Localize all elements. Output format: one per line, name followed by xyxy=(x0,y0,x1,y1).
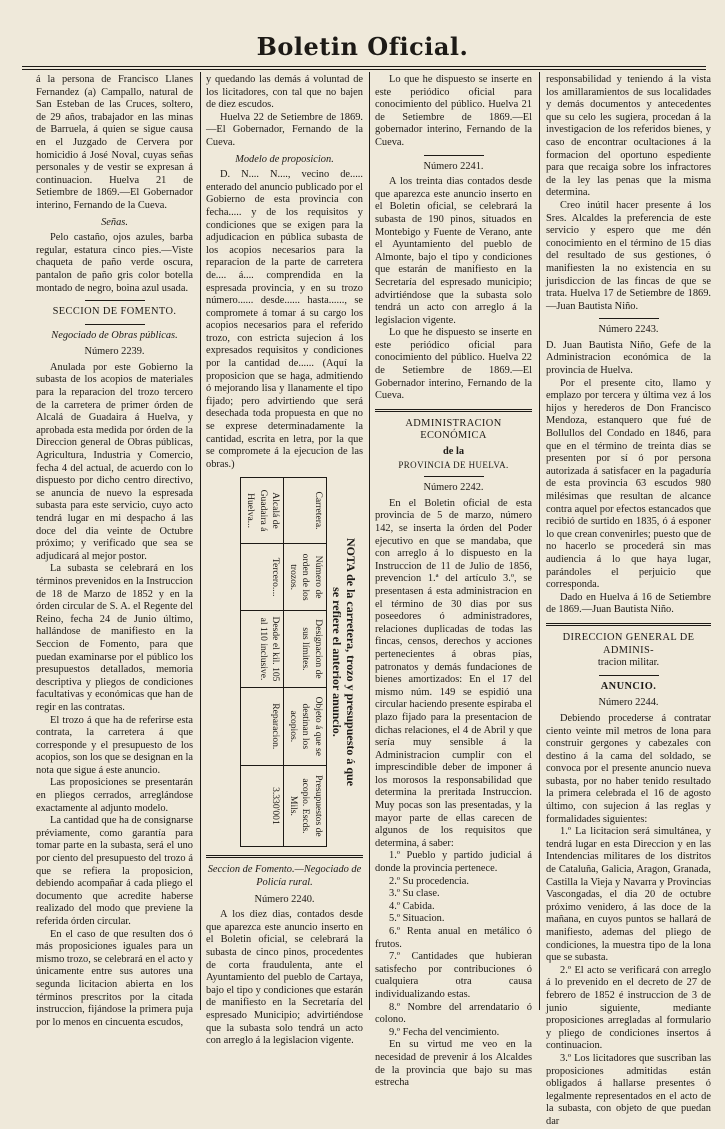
section-heading: Seccion de Fomento.—Negociado de Policía rural. xyxy=(207,864,362,888)
nota-table xyxy=(206,477,363,847)
article-text: La cantidad que ha de consignarse préviamente, como garantía para tomar parte en la subasta, será el uno por ciento del presupuesto del trozo á que se refiera la proposicion, debiendo acompañar á cada pliego el documento que acredite haberse realizado del modo que previene la referida órden circular. xyxy=(36,815,193,927)
divider xyxy=(599,675,659,676)
table xyxy=(240,477,327,847)
article-text: Las proposiciones se presentarán en pliegos cerrados, arreglándose exactamente al adjunto modelo. xyxy=(36,777,193,814)
column-divider xyxy=(200,72,201,1010)
list-item: 4.º Cabida. xyxy=(389,900,435,912)
article-text: Creo inútil hacer presente á los Sres. Alcaldes la preferencia de este servicio y espero que me dén conocimiento en el término de 15 dias del resultado de sus gestiones, ó manifiesten la no existencia en su jurisdiccion de las fincas de que se trata. Huelva 17 de Setiembre de 1869. —Juan Bautista Niño. xyxy=(546,199,711,312)
article-text: La subasta se celebrará en los términos prevenidos en la Instruccion de 18 de Marzo de 1852 y en la órden circular de S. A. el Regente del Reino, fecha 24 de Junio último, hallándose de manifiesto en la Seccion de Fomento, para que puedan examinarse por el público los presupuestos detallados, memoria descriptiva y pliegos de condiciones facultativas y económicas que han de regir en las contratas. xyxy=(36,563,193,713)
table-header: Número de orden de los trozos. xyxy=(284,544,327,611)
subheading: ANUNCIO. xyxy=(600,680,657,692)
notice-number: Número 2244. xyxy=(598,697,659,709)
column-2 xyxy=(206,74,363,1047)
notice-number: Número 2240. xyxy=(254,893,315,905)
table-header: Objeto á que se destinan los acopios. xyxy=(284,688,327,766)
list-item: 9.º Fecha del vencimiento. xyxy=(389,1026,500,1038)
rotated-table xyxy=(211,477,361,847)
section-heading: ADMINISTRACION ECONÓMICA xyxy=(405,417,502,442)
article-text: y quedando las demás á voluntad de los licitadores, con tal que no bajen de diez escudos. xyxy=(206,74,363,111)
article-text: 3.º Los licitadores que suscriban las proposiciones admitidas están obligados á hallarse presentes ó legalmente representados en el acto de la subasta, con objeto de que puedan dar xyxy=(546,1052,711,1127)
table-header: Designacion de sus límites. xyxy=(284,611,327,688)
table-title-line: se refiere el anterior anuncio. xyxy=(330,587,344,738)
table-cell: Desde el kil. 105 al 110 inclusive. xyxy=(241,611,284,688)
notice-number: Número 2241. xyxy=(423,160,484,172)
article-text: A los treinta dias contados desde que aparezca este anuncio inserto en el Boletin oficial, se celebrará la subasta de 190 pinos, situados en Montebigo y Fuente de Verano, ante el Ayuntamiento del pueblo de Almonte, bajo el tipo y condiciones que estarán de manifiesto en la Secretaría del espresado municipio; advirtiéndose que la subasta solo tendrá un acto con arreglo á la legislacion vigente. xyxy=(375,176,532,326)
subheading: Señas. xyxy=(101,216,128,228)
table-cell: 3.330'001 xyxy=(241,766,284,847)
list-item: 7.º Cantidades que hubieran satisfecho por contribuciones ó cualquiera otra causa individualizando estas. xyxy=(375,951,532,1000)
divider xyxy=(424,155,484,156)
section-heading: SECCION DE FOMENTO. xyxy=(52,306,177,318)
notice-number: Número 2243. xyxy=(598,324,659,336)
list-item: 3.º Su clase. xyxy=(389,888,440,900)
list-item: 1.º Pueblo y partido judicial á donde la provincia pertenece. xyxy=(375,850,532,875)
list-item: 8.º Nombre del arrendatario ó colono. xyxy=(375,1001,532,1026)
article-text: á la persona de Francisco Llanes Fernandez (a) Campallo, natural de San Esteban de las Cruces, soltero, de 29 años, trabajador en las minas de Barruela, á quien se sigue causa en el Juzgado de Cervera por homicidio á José Noval, cuyas señas personales y de vestir se expresan á continuacion. Huelva 21 de Setiembre de 1869.—El Gobernador interino, Fernando de la Cueva. xyxy=(36,74,193,211)
list-item: 2.º Su procedencia. xyxy=(389,875,469,887)
column-4 xyxy=(546,74,711,1127)
article-text: 2.º El acto se verificará con arreglo á lo prevenido en el decreto de 27 de febrero de 1852 é instruccion de 3 de junio siguiente, mediante proposiciones arregladas al formulario y pliego de condiciones insertos á continuacion. xyxy=(546,964,711,1052)
subheading: Modelo de proposicion. xyxy=(235,153,334,165)
divider xyxy=(85,300,145,301)
divider xyxy=(546,623,711,626)
article-text: D. N.... N...., vecino de..... enterado del anuncio publicado por el Gobierno de esta provincia con fecha..... y de los requisitos y condiciones que se exigen para la adjudicacion en pública subasta de los acopios necesarios para la reparacion de la parte de carretera de.... á.... comprendida en la espresada provincia, y en su trozo número...... desde...... hasta......, se compromete á tomar á su cargo los acopios necesarios para el referido trozo, con estricta sujecion á los expresados requisitos y condiciones por la cantidad de...... (Aquí la proposicion que se haga, admitiendo ó mejorando lisa y llanamente el tipo fijado; pero advirtiendo que será desechada toda propuesta en que no se exprese determinadamente la cantidad, escrita en letra, por la que se compromete á la ejecucion de las obras.) xyxy=(206,169,363,470)
table-cell: Alcalá de Guadaira á Huelva... xyxy=(241,478,284,544)
table-header: Presupuestos de acopio. Escds. Mils. xyxy=(284,766,327,847)
divider xyxy=(85,324,145,325)
article-text: D. Juan Bautista Niño, Gefe de la Administracion económica de la provincia de Huelva. xyxy=(546,339,711,377)
table-cell: Tercero.... xyxy=(241,544,284,611)
column-divider xyxy=(539,72,540,1010)
notice-number: Número 2239. xyxy=(84,346,145,358)
list-item: 6.º Renta anual en metálico ó frutos. xyxy=(375,926,532,950)
table-row xyxy=(241,478,284,847)
notice-number: Número 2242. xyxy=(423,482,484,494)
table-header: Carretera. xyxy=(284,478,327,544)
article-text: 1.º La licitacion será simultánea, y tendrá lugar en esta Direccion y en las Intendencias militares de los distritos de Cataluña, Galicia, Aragon, Granada, Castilla la Vieja y Navarra y Provincias Vascongadas, el dia 20 de octubre próximo venidero, á las doce de la mañana, en cuyos puntos se hallará de manifiesto, ademas del pliego de condiciones, la muestra tipo de la lona que se subasta. xyxy=(546,826,711,964)
list-item: 5.º Situacion. xyxy=(389,913,445,925)
article-text: Dado en Huelva á 16 de Setiembre de 1869.—Juan Bautista Niño. xyxy=(546,591,711,616)
column-3 xyxy=(375,74,532,1089)
article-text: En el Boletin oficial de esta provincia de 5 de marzo, número 142, se inserta la órden del Poder ejecutivo en que se mandaba, que con arreglo á lo dispuesto en la Instruccion de 11 de Julio de 1856, prevencion 1.ª del artículo 3.º, se presentasen á esta administracion en el término de 30 dias por sus poseedores ó administradores, relaciones duplicadas de todas las fincas, censos, derechos y acciones pertenecientes á obras pías, patronatos y demás fundaciones de bienes amortizados: En el 17 del mismo núm. 149 se espidió una circular haciendo presente espiraba el plazo fijado para la presentacion de dichas relaciones, el 4 de Abril y que sería muy sensible á la Administracion cumplir con el imprescindible deber de imponer á los morosos la responsabilidad que determina la preritada Instruccion. Muy pocas son las presentadas, y la mayor parte de ellas carecen de algunos de los requisitos que determina, á saber: xyxy=(375,497,532,849)
article-text: Por el presente cito, llamo y emplazo por tercera y última vez á los hijos y herederos de Don Francisco Mendoza, estanquero que fué de Bollullos del Condado en 1846, para que en el término de treinta dias se presenten por sí ó por persona autorizada á satisfacer en la pagaduría de esta provincia 63 escudos 980 milésimas que resultan de alcance contra aquel por efectos estancados que recibió de surtido en 1835, ó á esponer lo que crean convenirles; puesto que de no hacerlo se procederá sin mas audiencia á lo que haya lugar, parándoles el perjuicio que corresponda. xyxy=(546,377,711,591)
article-text: Debiendo procederse á contratar ciento veinte mil metros de lona para construir gergones y cabezales con destino á la cama del soldado, se convoca por el presente anuncio nueva subasta, por no haber tenido resultado la primera celebrada el 16 de agosto último, con sujecion á las reglas y formalidades siguientes: xyxy=(546,712,711,825)
article-text: Pelo castaño, ojos azules, barba regular, estatura cinco pies.—Viste chaqueta de paño verde oscura, pantalon de paño gris color botella montado de negro, boina azul usada. xyxy=(36,232,193,294)
divider xyxy=(375,409,532,412)
divider xyxy=(599,318,659,319)
table-title xyxy=(327,477,361,847)
article-text: A los diez dias, contados desde que aparezca este anuncio inserto en el Boletin oficial, se celebrará la subasta de cinco pinos, procedentes de corta fraudulenta, ante el Ayuntamiento del pueblo de Cartaya, bajo el tipo y condiciones que estarán de manifiesto en la Secretaría del espresado Municipio; advirtiéndose que la subasta solo tendrá un acto con arreglo á la legislacion vigente. xyxy=(206,909,363,1047)
article-text: Lo que he dispuesto se inserte en este periódico oficial para conocimiento del público. Huelva 22 de Setiembre de 1869.—El Gobernador interino, Fernando de la Cueva. xyxy=(375,327,532,402)
table-header-row xyxy=(284,478,327,847)
divider xyxy=(424,476,484,477)
section-heading: DIRECCION GENERAL DE ADMINIS- xyxy=(562,631,695,656)
article-text: Lo que he dispuesto se inserte en este periódico oficial para conocimiento del público. Huelva 21 de Setiembre de 1869.—El gobernador interino, Fernando de la Cueva. xyxy=(375,74,532,148)
table-title-line: NOTA de la carretera, trozo y presupuesto á que xyxy=(344,538,358,787)
column-divider xyxy=(369,72,370,1010)
subheading: Negociado de Obras públicas. xyxy=(51,329,178,341)
article-text: En el caso de que resulten dos ó más proposiciones iguales para un mismo trozo, se celebrará en el acto y únicamente entre sus autores una segunda licitacion abierta en los términos prescritos por la citada instruccion, fijándose la primera puja por lo menos en cincuenta escudos, xyxy=(36,928,193,1028)
column-1 xyxy=(36,74,193,1028)
article-text: En su virtud me veo en la necesidad de prevenir á los Alcaldes de la provincia que bajo su mas estrecha xyxy=(375,1039,532,1089)
article-text: El trozo á que ha de referirse esta contrata, la carretera á que corresponde y el presupuesto de los acopios, son los que se designan en la nota que sigue á este anuncio. xyxy=(36,714,193,776)
header-rule xyxy=(22,66,706,70)
section-heading: tracion militar. xyxy=(597,657,660,669)
table-cell: Reparacion. xyxy=(241,688,284,766)
masthead: Boletin Oficial. xyxy=(256,32,469,61)
section-heading: de la xyxy=(442,446,465,458)
nota-table-wrapper xyxy=(206,477,363,849)
divider xyxy=(206,855,363,858)
article-text: Huelva 22 de Setiembre de 1869. —El Gobernador, Fernando de la Cueva. xyxy=(206,111,363,148)
section-heading: PROVINCIA DE HUELVA. xyxy=(398,459,509,470)
article-text: Anulada por este Gobierno la subasta de los acopios de materiales para la reparacion del trozo tercero de la carretera de primer órden de Alcalá de Guadaira á Huelva, y aprobada esta medida por órden de la Direccion general de Obras públicas, Agricultura, Industria y Comercio, fecha 4 del actual, de acuerdo con lo dispuesto por dicho centro directivo, se anuncia de nuevo la espresada subasta para este servicio, cuyo acto tendrá lugar en mi despacho á las doce del dia veinte de Octubre próximo; y verificado que sea se adjudicará al mejor postor. xyxy=(36,361,193,562)
article-text: responsabilidad y teniendo á la vista los amillaramientos de sus localidades y demás documentos y antecedentes que su celo les sugiera, procedan á la investigacion de los referidos bienes, y caso de encontrar ocultaciones á la formacion del oportuno espediente para que recaiga sobre los infractores de la ley las penas que la misma determina. xyxy=(546,74,711,199)
